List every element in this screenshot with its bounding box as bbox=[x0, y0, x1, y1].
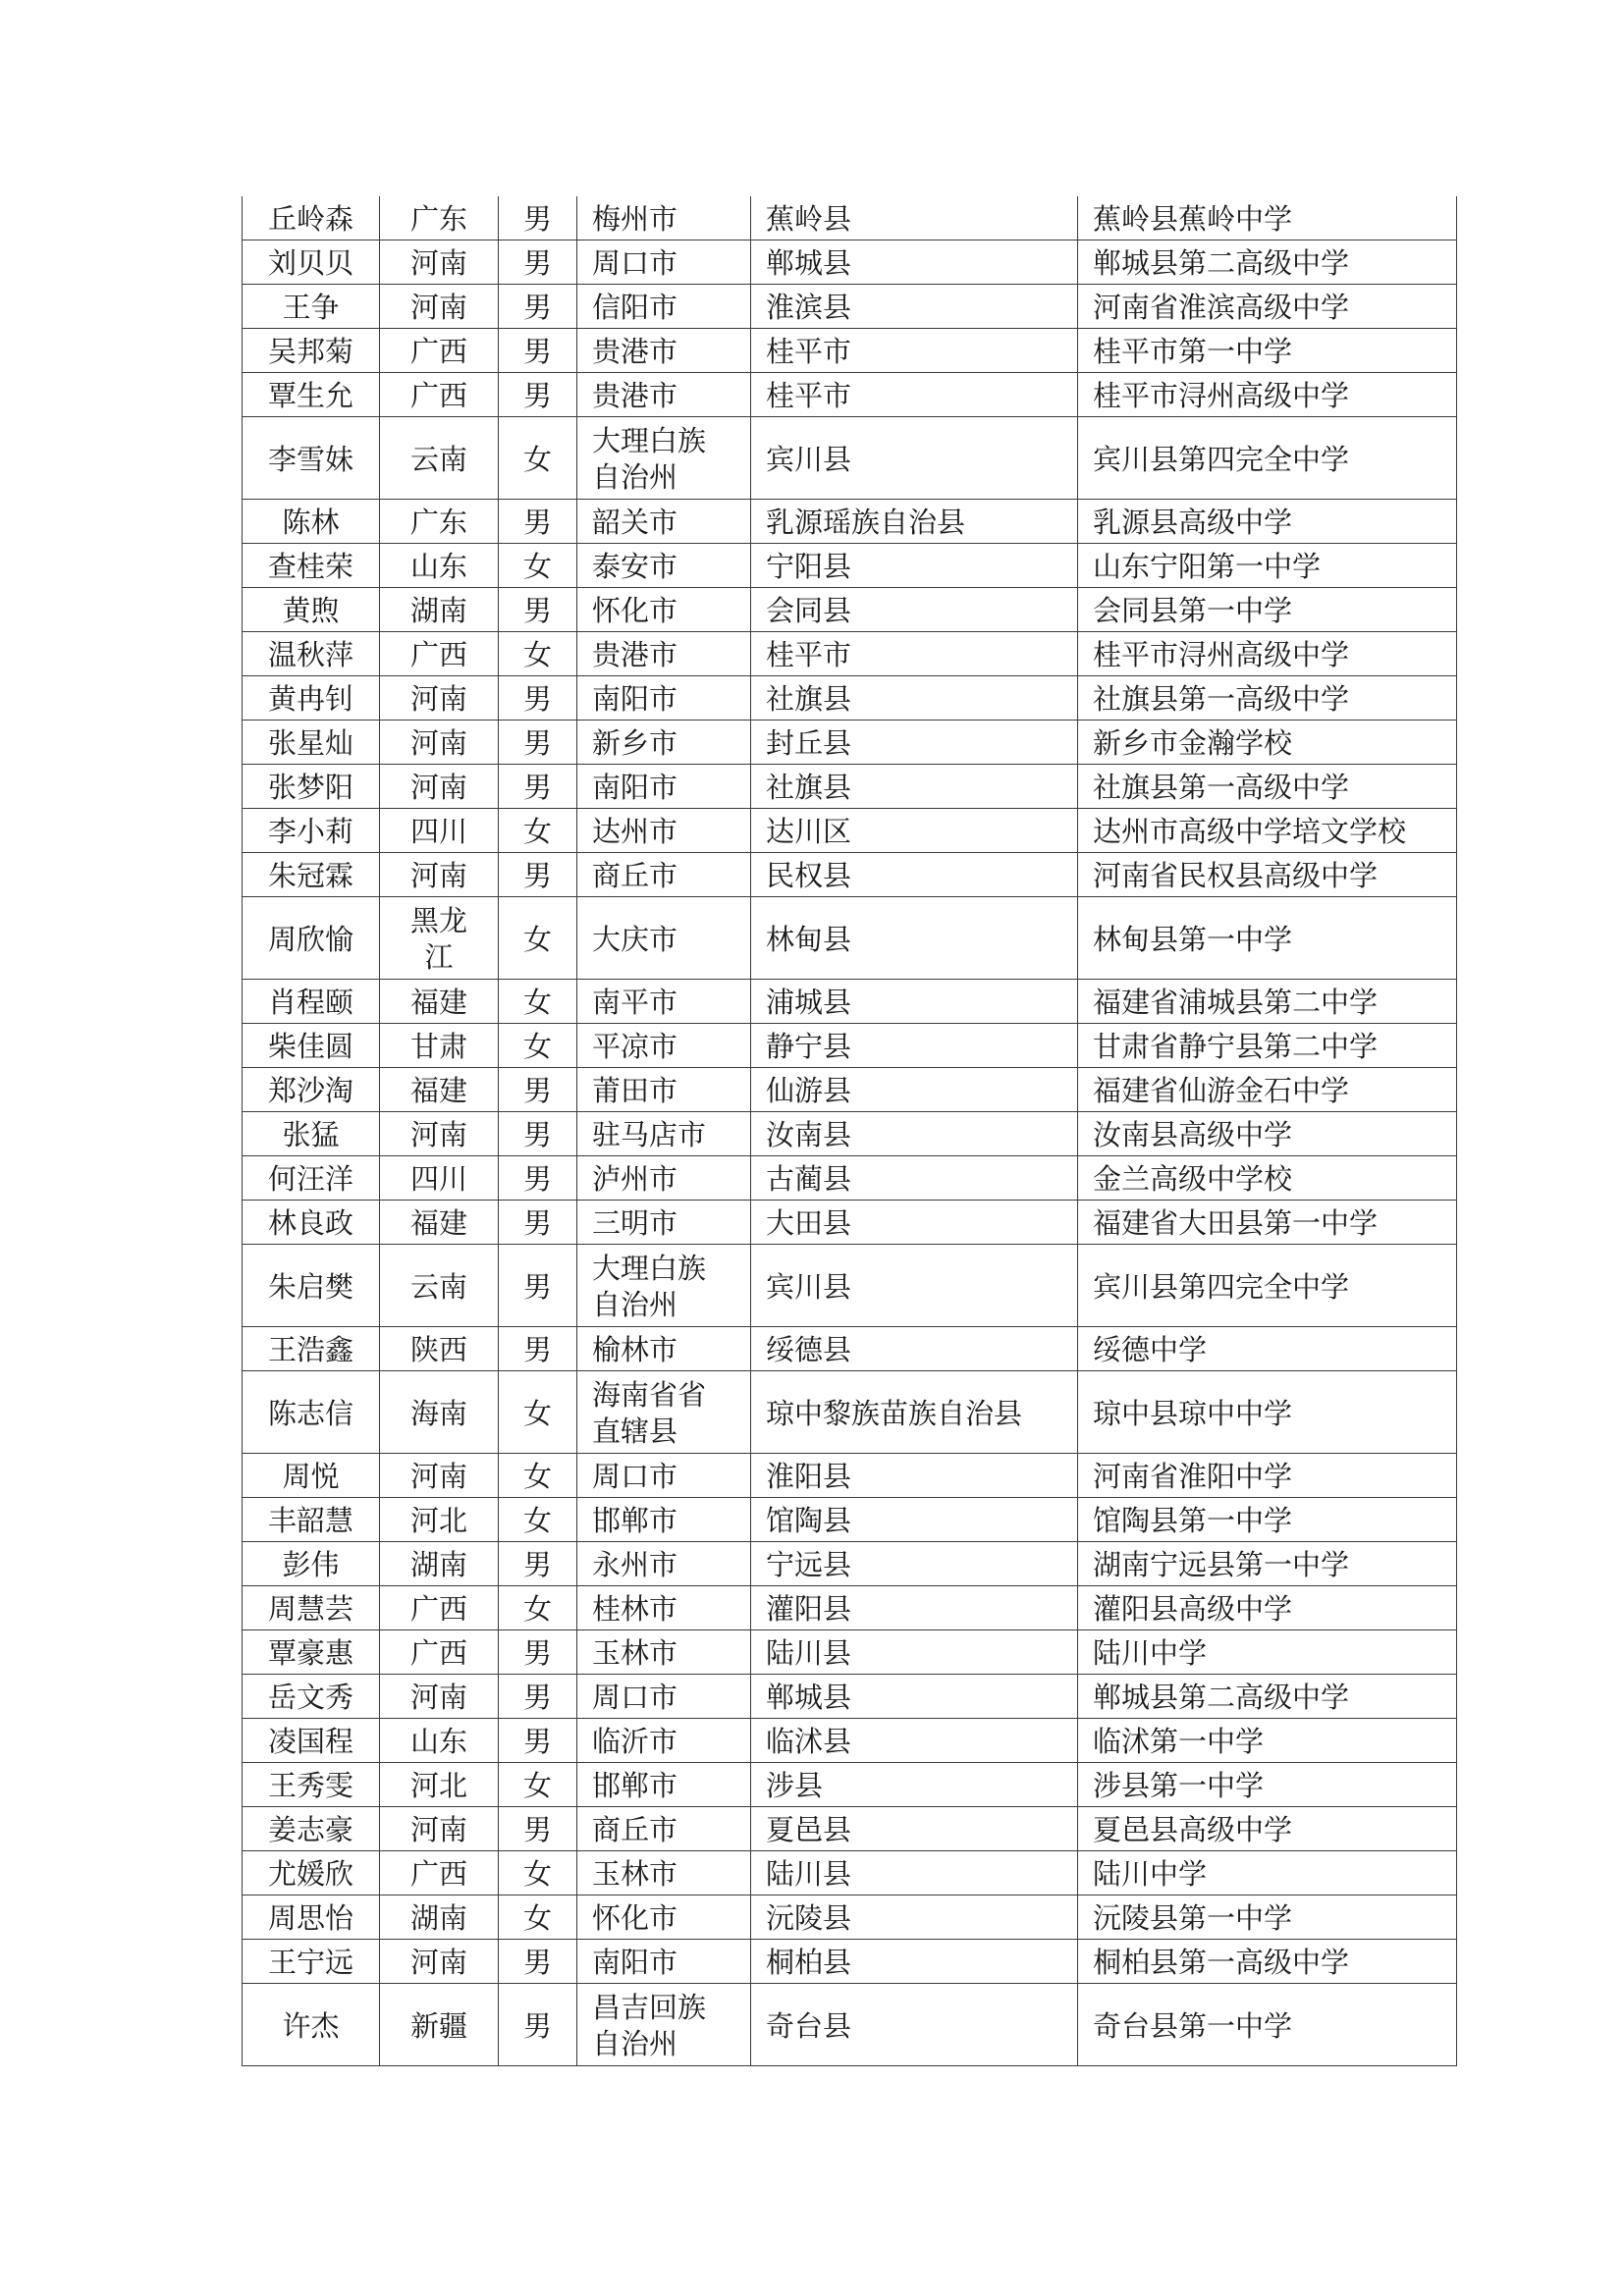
school-cell: 馆陶县第一中学 bbox=[1078, 1498, 1457, 1542]
school-cell: 山东宁阳第一中学 bbox=[1078, 544, 1457, 588]
province-cell: 河南 bbox=[380, 721, 499, 765]
table-row bbox=[243, 1454, 1457, 1498]
county-cell: 桂平市 bbox=[751, 632, 1078, 676]
school-cell: 涉县第一中学 bbox=[1078, 1763, 1457, 1807]
province-cell: 河南 bbox=[380, 1112, 499, 1156]
school-cell: 湖南宁远县第一中学 bbox=[1078, 1542, 1457, 1586]
city-cell: 怀化市 bbox=[577, 1896, 751, 1940]
table-row bbox=[243, 721, 1457, 765]
gender-cell: 男 bbox=[499, 721, 577, 765]
gender-cell: 男 bbox=[499, 1112, 577, 1156]
school-cell: 宾川县第四完全中学 bbox=[1078, 1245, 1457, 1327]
county-cell: 仙游县 bbox=[751, 1068, 1078, 1112]
gender-cell: 男 bbox=[499, 373, 577, 417]
province-cell: 山东 bbox=[380, 1719, 499, 1763]
school-cell: 桂平市浔州高级中学 bbox=[1078, 373, 1457, 417]
name-cell: 张梦阳 bbox=[243, 765, 380, 809]
name-cell: 周欣愉 bbox=[243, 897, 380, 980]
name-cell: 朱启樊 bbox=[243, 1245, 380, 1327]
gender-cell: 女 bbox=[499, 632, 577, 676]
province-cell: 四川 bbox=[380, 1156, 499, 1201]
gender-cell: 男 bbox=[499, 853, 577, 897]
gender-cell: 女 bbox=[499, 897, 577, 980]
school-cell: 新乡市金瀚学校 bbox=[1078, 721, 1457, 765]
name-cell: 丰韶慧 bbox=[243, 1498, 380, 1542]
school-cell: 河南省淮滨高级中学 bbox=[1078, 285, 1457, 329]
table-row bbox=[243, 1675, 1457, 1719]
county-cell: 社旗县 bbox=[751, 765, 1078, 809]
city-cell: 泰安市 bbox=[577, 544, 751, 588]
province-cell: 河南 bbox=[380, 240, 499, 285]
city-cell: 榆林市 bbox=[577, 1327, 751, 1371]
city-cell: 周口市 bbox=[577, 1454, 751, 1498]
school-cell: 福建省浦城县第二中学 bbox=[1078, 980, 1457, 1024]
gender-cell: 男 bbox=[499, 1675, 577, 1719]
table-row bbox=[243, 1156, 1457, 1201]
gender-cell: 女 bbox=[499, 1454, 577, 1498]
school-cell: 社旗县第一高级中学 bbox=[1078, 765, 1457, 809]
city-cell: 贵港市 bbox=[577, 329, 751, 373]
county-cell: 蕉岭县 bbox=[751, 196, 1078, 240]
name-cell: 丘岭森 bbox=[243, 196, 380, 240]
province-cell: 河南 bbox=[380, 1454, 499, 1498]
name-cell: 朱冠霖 bbox=[243, 853, 380, 897]
county-cell: 淮阳县 bbox=[751, 1454, 1078, 1498]
table-row bbox=[243, 853, 1457, 897]
gender-cell: 男 bbox=[499, 588, 577, 632]
table-row bbox=[243, 1763, 1457, 1807]
county-cell: 郸城县 bbox=[751, 240, 1078, 285]
county-cell: 沅陵县 bbox=[751, 1896, 1078, 1940]
city-cell: 三明市 bbox=[577, 1201, 751, 1245]
school-cell: 宾川县第四完全中学 bbox=[1078, 417, 1457, 500]
gender-cell: 女 bbox=[499, 809, 577, 853]
province-cell: 海南 bbox=[380, 1371, 499, 1454]
school-cell: 达州市高级中学培文学校 bbox=[1078, 809, 1457, 853]
city-cell: 南阳市 bbox=[577, 676, 751, 721]
city-cell: 玉林市 bbox=[577, 1851, 751, 1896]
gender-cell: 男 bbox=[499, 1542, 577, 1586]
province-cell: 广西 bbox=[380, 1586, 499, 1630]
table-row bbox=[243, 980, 1457, 1024]
province-cell: 河南 bbox=[380, 1807, 499, 1851]
county-cell: 汝南县 bbox=[751, 1112, 1078, 1156]
school-cell: 乳源县高级中学 bbox=[1078, 500, 1457, 544]
school-cell: 林甸县第一中学 bbox=[1078, 897, 1457, 980]
name-cell: 凌国程 bbox=[243, 1719, 380, 1763]
gender-cell: 女 bbox=[499, 1586, 577, 1630]
table-row bbox=[243, 240, 1457, 285]
name-cell: 吴邦菊 bbox=[243, 329, 380, 373]
county-cell: 桐柏县 bbox=[751, 1940, 1078, 1984]
gender-cell: 男 bbox=[499, 1201, 577, 1245]
province-cell: 福建 bbox=[380, 980, 499, 1024]
gender-cell: 男 bbox=[499, 500, 577, 544]
table-row bbox=[243, 500, 1457, 544]
county-cell: 涉县 bbox=[751, 1763, 1078, 1807]
county-cell: 郸城县 bbox=[751, 1675, 1078, 1719]
name-cell: 柴佳圆 bbox=[243, 1024, 380, 1068]
table-row bbox=[243, 1371, 1457, 1454]
city-cell: 信阳市 bbox=[577, 285, 751, 329]
gender-cell: 男 bbox=[499, 1245, 577, 1327]
province-cell: 河南 bbox=[380, 1940, 499, 1984]
county-cell: 桂平市 bbox=[751, 373, 1078, 417]
province-cell: 广西 bbox=[380, 1851, 499, 1896]
school-cell: 蕉岭县蕉岭中学 bbox=[1078, 196, 1457, 240]
school-cell: 琼中县琼中中学 bbox=[1078, 1371, 1457, 1454]
name-cell: 查桂荣 bbox=[243, 544, 380, 588]
city-cell: 昌吉回族自治州 bbox=[577, 1984, 751, 2066]
gender-cell: 男 bbox=[499, 676, 577, 721]
table-body bbox=[243, 196, 1457, 2066]
name-cell: 黄煦 bbox=[243, 588, 380, 632]
school-cell: 灌阳县高级中学 bbox=[1078, 1586, 1457, 1630]
gender-cell: 男 bbox=[499, 240, 577, 285]
gender-cell: 女 bbox=[499, 1851, 577, 1896]
province-cell: 广东 bbox=[380, 500, 499, 544]
name-cell: 王争 bbox=[243, 285, 380, 329]
county-cell: 奇台县 bbox=[751, 1984, 1078, 2066]
name-cell: 温秋萍 bbox=[243, 632, 380, 676]
province-cell: 广西 bbox=[380, 329, 499, 373]
county-cell: 绥德县 bbox=[751, 1327, 1078, 1371]
county-cell: 宁阳县 bbox=[751, 544, 1078, 588]
city-cell: 贵港市 bbox=[577, 632, 751, 676]
province-cell: 河北 bbox=[380, 1763, 499, 1807]
county-cell: 淮滨县 bbox=[751, 285, 1078, 329]
name-cell: 王秀雯 bbox=[243, 1763, 380, 1807]
table-row bbox=[243, 1630, 1457, 1675]
province-cell: 新疆 bbox=[380, 1984, 499, 2066]
county-cell: 宁远县 bbox=[751, 1542, 1078, 1586]
province-cell: 山东 bbox=[380, 544, 499, 588]
gender-cell: 男 bbox=[499, 1630, 577, 1675]
school-cell: 桂平市第一中学 bbox=[1078, 329, 1457, 373]
table-row bbox=[243, 1940, 1457, 1984]
gender-cell: 女 bbox=[499, 417, 577, 500]
province-cell: 广西 bbox=[380, 373, 499, 417]
table-row bbox=[243, 1542, 1457, 1586]
county-cell: 民权县 bbox=[751, 853, 1078, 897]
province-cell: 湖南 bbox=[380, 1896, 499, 1940]
gender-cell: 男 bbox=[499, 1327, 577, 1371]
table-row bbox=[243, 1112, 1457, 1156]
county-cell: 静宁县 bbox=[751, 1024, 1078, 1068]
county-cell: 会同县 bbox=[751, 588, 1078, 632]
province-cell: 黑龙江 bbox=[380, 897, 499, 980]
name-cell: 王浩鑫 bbox=[243, 1327, 380, 1371]
county-cell: 临沭县 bbox=[751, 1719, 1078, 1763]
gender-cell: 男 bbox=[499, 196, 577, 240]
school-cell: 汝南县高级中学 bbox=[1078, 1112, 1457, 1156]
name-cell: 郑沙淘 bbox=[243, 1068, 380, 1112]
city-cell: 新乡市 bbox=[577, 721, 751, 765]
table-row bbox=[243, 196, 1457, 240]
province-cell: 河北 bbox=[380, 1498, 499, 1542]
table-row bbox=[243, 1807, 1457, 1851]
table-row bbox=[243, 1327, 1457, 1371]
city-cell: 韶关市 bbox=[577, 500, 751, 544]
gender-cell: 男 bbox=[499, 1068, 577, 1112]
school-cell: 会同县第一中学 bbox=[1078, 588, 1457, 632]
table-row bbox=[243, 765, 1457, 809]
province-cell: 湖南 bbox=[380, 588, 499, 632]
city-cell: 永州市 bbox=[577, 1542, 751, 1586]
gender-cell: 女 bbox=[499, 1498, 577, 1542]
school-cell: 沅陵县第一中学 bbox=[1078, 1896, 1457, 1940]
table-row bbox=[243, 544, 1457, 588]
gender-cell: 女 bbox=[499, 1763, 577, 1807]
county-cell: 陆川县 bbox=[751, 1630, 1078, 1675]
county-cell: 馆陶县 bbox=[751, 1498, 1078, 1542]
gender-cell: 女 bbox=[499, 980, 577, 1024]
table-row bbox=[243, 1068, 1457, 1112]
name-cell: 李雪妹 bbox=[243, 417, 380, 500]
table-row bbox=[243, 632, 1457, 676]
gender-cell: 男 bbox=[499, 1984, 577, 2066]
table-row bbox=[243, 285, 1457, 329]
city-cell: 商丘市 bbox=[577, 1807, 751, 1851]
city-cell: 邯郸市 bbox=[577, 1763, 751, 1807]
province-cell: 河南 bbox=[380, 285, 499, 329]
table-row bbox=[243, 897, 1457, 980]
name-cell: 陈志信 bbox=[243, 1371, 380, 1454]
city-cell: 商丘市 bbox=[577, 853, 751, 897]
gender-cell: 女 bbox=[499, 1024, 577, 1068]
city-cell: 周口市 bbox=[577, 1675, 751, 1719]
city-cell: 莆田市 bbox=[577, 1068, 751, 1112]
school-cell: 陆川中学 bbox=[1078, 1630, 1457, 1675]
city-cell: 泸州市 bbox=[577, 1156, 751, 1201]
province-cell: 湖南 bbox=[380, 1542, 499, 1586]
city-cell: 海南省省直辖县 bbox=[577, 1371, 751, 1454]
table-row bbox=[243, 809, 1457, 853]
name-cell: 张星灿 bbox=[243, 721, 380, 765]
city-cell: 临沂市 bbox=[577, 1719, 751, 1763]
province-cell: 广西 bbox=[380, 1630, 499, 1675]
county-cell: 宾川县 bbox=[751, 417, 1078, 500]
name-cell: 覃生允 bbox=[243, 373, 380, 417]
school-cell: 社旗县第一高级中学 bbox=[1078, 676, 1457, 721]
gender-cell: 女 bbox=[499, 544, 577, 588]
gender-cell: 男 bbox=[499, 285, 577, 329]
gender-cell: 男 bbox=[499, 1719, 577, 1763]
school-cell: 桐柏县第一高级中学 bbox=[1078, 1940, 1457, 1984]
province-cell: 甘肃 bbox=[380, 1024, 499, 1068]
table-row bbox=[243, 1984, 1457, 2066]
name-cell: 周悦 bbox=[243, 1454, 380, 1498]
name-cell: 张猛 bbox=[243, 1112, 380, 1156]
gender-cell: 男 bbox=[499, 1940, 577, 1984]
table-row bbox=[243, 1245, 1457, 1327]
city-cell: 驻马店市 bbox=[577, 1112, 751, 1156]
table-row bbox=[243, 1851, 1457, 1896]
county-cell: 大田县 bbox=[751, 1201, 1078, 1245]
gender-cell: 女 bbox=[499, 1371, 577, 1454]
county-cell: 桂平市 bbox=[751, 329, 1078, 373]
table-row bbox=[243, 1024, 1457, 1068]
table-row bbox=[243, 417, 1457, 500]
city-cell: 达州市 bbox=[577, 809, 751, 853]
table-row bbox=[243, 329, 1457, 373]
province-cell: 陕西 bbox=[380, 1327, 499, 1371]
name-cell: 覃豪惠 bbox=[243, 1630, 380, 1675]
name-cell: 林良政 bbox=[243, 1201, 380, 1245]
table-row bbox=[243, 1719, 1457, 1763]
school-cell: 桂平市浔州高级中学 bbox=[1078, 632, 1457, 676]
school-cell: 绥德中学 bbox=[1078, 1327, 1457, 1371]
name-cell: 许杰 bbox=[243, 1984, 380, 2066]
county-cell: 琼中黎族苗族自治县 bbox=[751, 1371, 1078, 1454]
county-cell: 夏邑县 bbox=[751, 1807, 1078, 1851]
name-cell: 刘贝贝 bbox=[243, 240, 380, 285]
school-cell: 河南省淮阳中学 bbox=[1078, 1454, 1457, 1498]
county-cell: 陆川县 bbox=[751, 1851, 1078, 1896]
province-cell: 福建 bbox=[380, 1068, 499, 1112]
city-cell: 怀化市 bbox=[577, 588, 751, 632]
school-cell: 陆川中学 bbox=[1078, 1851, 1457, 1896]
table-row bbox=[243, 676, 1457, 721]
city-cell: 梅州市 bbox=[577, 196, 751, 240]
table-row bbox=[243, 1201, 1457, 1245]
name-cell: 周思怡 bbox=[243, 1896, 380, 1940]
province-cell: 福建 bbox=[380, 1201, 499, 1245]
name-cell: 陈林 bbox=[243, 500, 380, 544]
city-cell: 贵港市 bbox=[577, 373, 751, 417]
county-cell: 达川区 bbox=[751, 809, 1078, 853]
gender-cell: 男 bbox=[499, 1807, 577, 1851]
name-cell: 李小莉 bbox=[243, 809, 380, 853]
name-cell: 王宁远 bbox=[243, 1940, 380, 1984]
name-cell: 姜志豪 bbox=[243, 1807, 380, 1851]
school-cell: 福建省大田县第一中学 bbox=[1078, 1201, 1457, 1245]
county-cell: 林甸县 bbox=[751, 897, 1078, 980]
county-cell: 乳源瑶族自治县 bbox=[751, 500, 1078, 544]
name-cell: 黄冉钊 bbox=[243, 676, 380, 721]
city-cell: 大理白族自治州 bbox=[577, 1245, 751, 1327]
gender-cell: 男 bbox=[499, 329, 577, 373]
school-cell: 福建省仙游金石中学 bbox=[1078, 1068, 1457, 1112]
name-cell: 何汪洋 bbox=[243, 1156, 380, 1201]
school-cell: 郸城县第二高级中学 bbox=[1078, 1675, 1457, 1719]
table-row bbox=[243, 588, 1457, 632]
city-cell: 桂林市 bbox=[577, 1586, 751, 1630]
province-cell: 四川 bbox=[380, 809, 499, 853]
county-cell: 封丘县 bbox=[751, 721, 1078, 765]
province-cell: 河南 bbox=[380, 1675, 499, 1719]
school-cell: 河南省民权县高级中学 bbox=[1078, 853, 1457, 897]
city-cell: 大理白族自治州 bbox=[577, 417, 751, 500]
table-row bbox=[243, 1586, 1457, 1630]
city-cell: 南阳市 bbox=[577, 1940, 751, 1984]
name-cell: 尤媛欣 bbox=[243, 1851, 380, 1896]
table-row bbox=[243, 373, 1457, 417]
city-cell: 邯郸市 bbox=[577, 1498, 751, 1542]
province-cell: 河南 bbox=[380, 765, 499, 809]
province-cell: 云南 bbox=[380, 417, 499, 500]
county-cell: 浦城县 bbox=[751, 980, 1078, 1024]
name-cell: 周慧芸 bbox=[243, 1586, 380, 1630]
city-cell: 玉林市 bbox=[577, 1630, 751, 1675]
school-cell: 奇台县第一中学 bbox=[1078, 1984, 1457, 2066]
province-cell: 河南 bbox=[380, 853, 499, 897]
school-cell: 郸城县第二高级中学 bbox=[1078, 240, 1457, 285]
city-cell: 南平市 bbox=[577, 980, 751, 1024]
table-row bbox=[243, 1896, 1457, 1940]
school-cell: 甘肃省静宁县第二中学 bbox=[1078, 1024, 1457, 1068]
county-cell: 社旗县 bbox=[751, 676, 1078, 721]
gender-cell: 男 bbox=[499, 1156, 577, 1201]
gender-cell: 男 bbox=[499, 765, 577, 809]
city-cell: 周口市 bbox=[577, 240, 751, 285]
city-cell: 南阳市 bbox=[577, 765, 751, 809]
province-cell: 广西 bbox=[380, 632, 499, 676]
table-row bbox=[243, 1498, 1457, 1542]
gender-cell: 女 bbox=[499, 1896, 577, 1940]
province-cell: 广东 bbox=[380, 196, 499, 240]
county-cell: 灌阳县 bbox=[751, 1586, 1078, 1630]
student-table bbox=[242, 196, 1457, 2066]
city-cell: 平凉市 bbox=[577, 1024, 751, 1068]
name-cell: 彭伟 bbox=[243, 1542, 380, 1586]
province-cell: 河南 bbox=[380, 676, 499, 721]
school-cell: 临沭第一中学 bbox=[1078, 1719, 1457, 1763]
county-cell: 古蔺县 bbox=[751, 1156, 1078, 1201]
school-cell: 金兰高级中学校 bbox=[1078, 1156, 1457, 1201]
county-cell: 宾川县 bbox=[751, 1245, 1078, 1327]
school-cell: 夏邑县高级中学 bbox=[1078, 1807, 1457, 1851]
province-cell: 云南 bbox=[380, 1245, 499, 1327]
name-cell: 肖程颐 bbox=[243, 980, 380, 1024]
city-cell: 大庆市 bbox=[577, 897, 751, 980]
name-cell: 岳文秀 bbox=[243, 1675, 380, 1719]
